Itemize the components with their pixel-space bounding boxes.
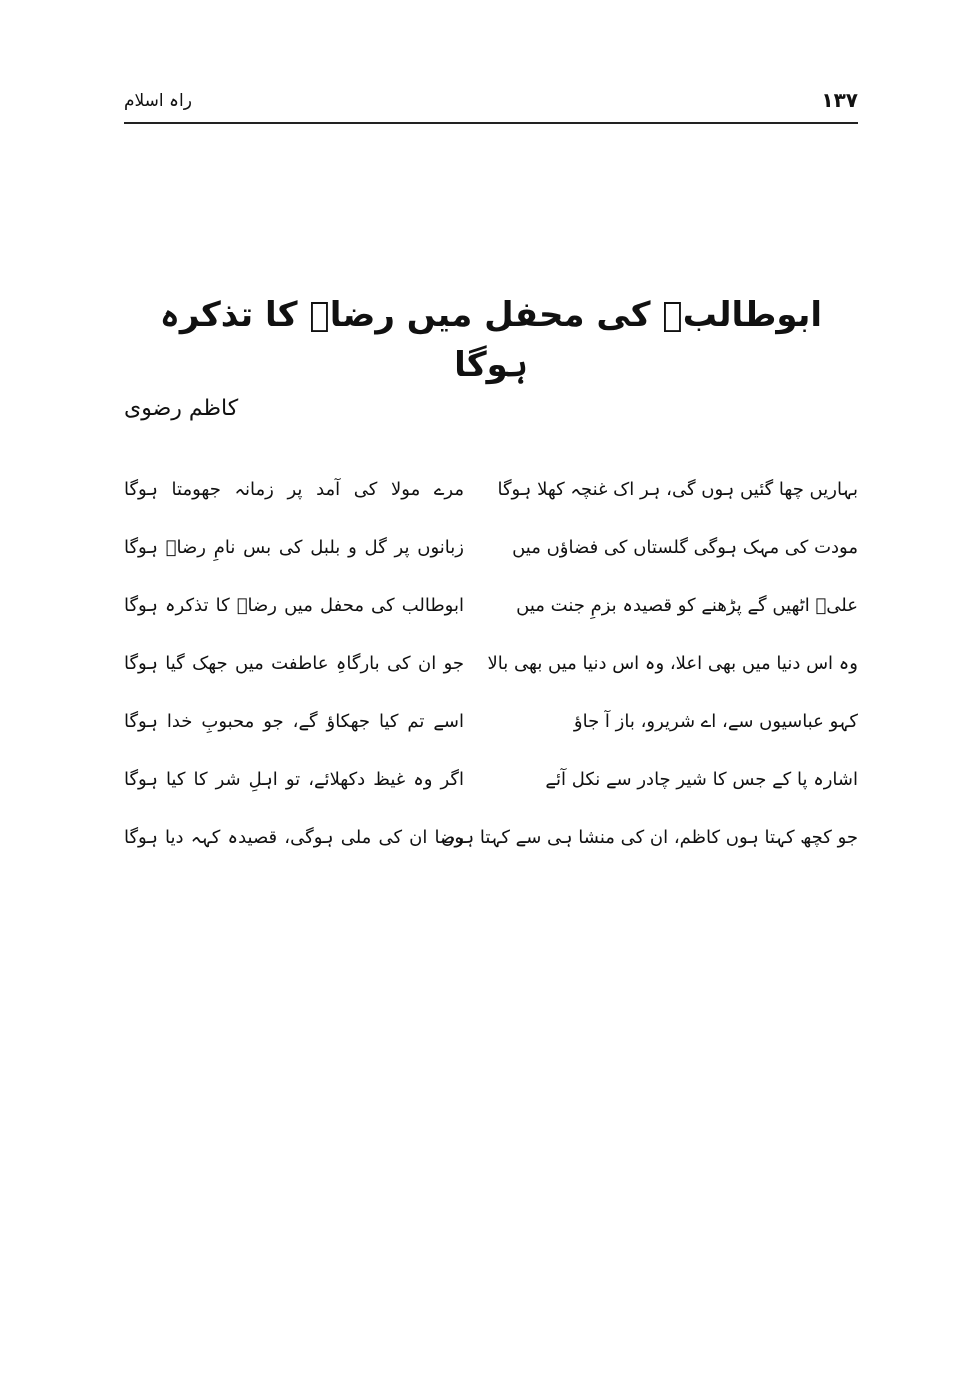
first-hemistich: مودت کی مہک ہوگی گلستاں کی فضاؤں میں [512,536,858,558]
header-divider [124,122,858,124]
poem-title: ابوطالبؑ کی محفل میں رضاؑ کا تذکرہ ہوگا [159,295,823,385]
first-hemistich: اشارہ پا کے جس کا شیر چادر سے نکل آئے [545,768,858,790]
second-hemistich: اسے تم کیا جھکاؤ گے، جو محبوبِ خدا ہوگا [124,710,464,732]
running-header [124,84,858,118]
second-hemistich: رضا ان کی ملی ہوگی، قصیدہ کہہ دیا ہوگا [124,826,464,848]
couplet [124,518,858,576]
first-hemistich: کہو عباسیوں سے، اے شریرو، باز آ جاؤ [573,710,858,732]
couplet [124,634,858,692]
couplet [124,576,858,634]
couplet [124,692,858,750]
second-hemistich: جو ان کی بارگاہِ عاطفت میں جھک گیا ہوگا [124,652,464,674]
first-hemistich: جو کچھ کہتا ہوں کاظم، ان کی منشا ہی سے کہتا ہوں [441,826,858,848]
second-hemistich: اگر وہ غیظ دکھلائے، تو اہلِ شر کا کیا ہوگا [124,768,464,790]
second-hemistich: مرے مولا کی آمد پر زمانہ جھومتا ہوگا [124,478,464,500]
first-hemistich: وہ اس دنیا میں بھی اعلا، وہ اس دنیا میں بھی بالا [487,652,858,674]
first-hemistich: بہاریں چھا گئیں ہوں گی، ہر اک غنچہ کھلا ہوگا [497,478,858,500]
first-hemistich: علیؑ اٹھیں گے پڑھنے کو قصیدہ بزمِ جنت میں [516,594,858,616]
second-hemistich: زبانوں پر گل و بلبل کی بس نامِ رضاؑ ہوگا [124,536,464,558]
couplet [124,460,858,518]
verse-block [124,460,858,866]
couplet [124,808,858,866]
page-number: ۱۳۷ [821,88,858,112]
poet-name: کاظم رضوی [124,396,239,421]
second-hemistich: ابوطالب کی محفل میں رضاؑ کا تذکرہ ہوگا [124,594,464,616]
book-title: راہ اسلام [124,91,192,111]
couplet [124,750,858,808]
